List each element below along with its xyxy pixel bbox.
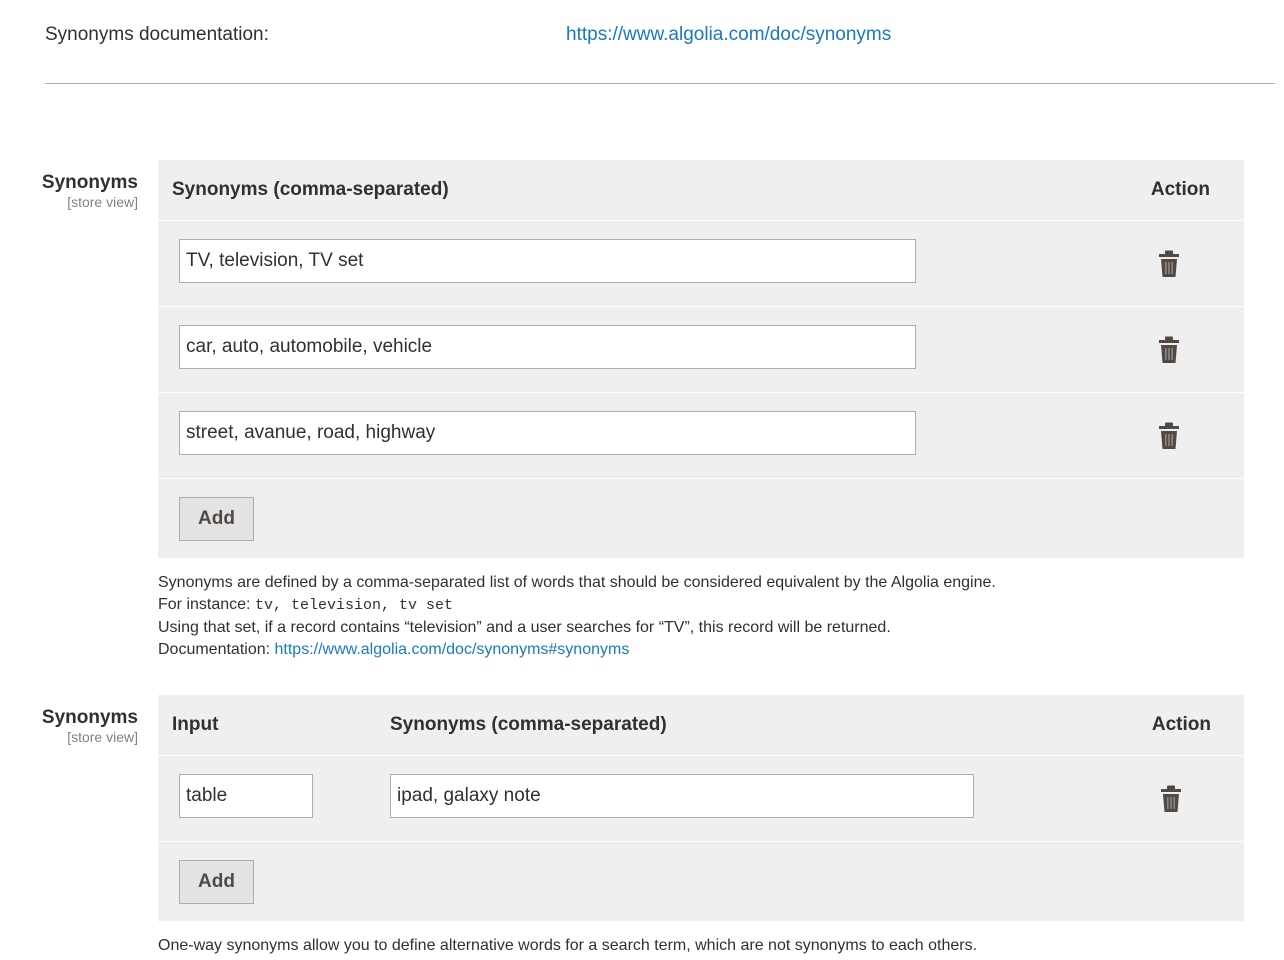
synonyms-input[interactable] — [179, 411, 916, 455]
oneway-grid-header — [158, 695, 1244, 756]
synonyms-field-label — [20, 172, 138, 210]
add-oneway-synonym-button[interactable]: Add — [179, 860, 254, 904]
table-row — [158, 307, 1244, 393]
oneway-note-line: One-way synonyms allow you to define alternative words for a search term, which are not synonyms to each others. — [158, 937, 978, 954]
trash-icon — [1159, 784, 1183, 814]
synonyms-input[interactable] — [179, 239, 916, 283]
add-synonym-button[interactable]: Add — [179, 497, 254, 541]
oneway-synonyms-column-header: Synonyms (comma-separated) — [390, 714, 667, 735]
synonyms-scope: [store view] — [67, 194, 138, 210]
oneway-grid-footer — [158, 842, 1244, 920]
synonyms-grid-header — [158, 160, 1244, 221]
synonyms-note-line: Using that set, if a record contains “television” and a user searches for “TV”, this record will be returned. — [158, 619, 891, 636]
delete-row-button[interactable] — [1157, 335, 1181, 365]
example-code: tv, television, tv set — [254, 597, 453, 614]
section-divider — [45, 83, 1275, 84]
delete-row-button[interactable] — [1159, 784, 1183, 814]
action-column-header: Action — [1150, 179, 1210, 200]
synonyms-note — [158, 572, 1258, 661]
synonyms-note-doc — [158, 639, 1258, 661]
oneway-field-label — [20, 707, 138, 745]
delete-row-button[interactable] — [1157, 421, 1181, 451]
input-column-header: Input — [172, 714, 219, 735]
synonyms-grid — [158, 160, 1244, 558]
oneway-input-field[interactable] — [179, 774, 313, 818]
oneway-synonyms-input[interactable] — [390, 774, 974, 818]
oneway-scope: [store view] — [67, 729, 138, 745]
documentation-link[interactable]: https://www.algolia.com/doc/synonyms — [566, 24, 892, 45]
example-prefix: For instance: — [158, 596, 255, 613]
synonyms-doc-link[interactable]: https://www.algolia.com/doc/synonyms#synonyms — [274, 641, 630, 658]
trash-icon — [1157, 421, 1181, 451]
oneway-label: Synonyms — [41, 707, 138, 728]
synonyms-column-header: Synonyms (comma-separated) — [172, 179, 449, 200]
delete-row-button[interactable] — [1157, 249, 1181, 279]
trash-icon — [1157, 335, 1181, 365]
oneway-grid — [158, 695, 1244, 921]
documentation-label: Synonyms documentation: — [45, 24, 269, 45]
oneway-note — [158, 935, 1258, 957]
synonyms-input[interactable] — [179, 325, 916, 369]
table-row — [158, 756, 1244, 842]
doc-prefix: Documentation: — [158, 641, 275, 658]
table-row — [158, 393, 1244, 479]
documentation-row — [45, 24, 1275, 54]
table-row — [158, 221, 1244, 307]
synonyms-grid-footer — [158, 479, 1244, 557]
synonyms-label: Synonyms — [41, 172, 138, 193]
oneway-action-column-header: Action — [1151, 714, 1211, 735]
synonyms-note-line: Synonyms are defined by a comma-separated list of words that should be considered equivalent by the Algolia engine. — [158, 574, 996, 591]
trash-icon — [1157, 249, 1181, 279]
synonyms-note-example — [158, 594, 1258, 617]
